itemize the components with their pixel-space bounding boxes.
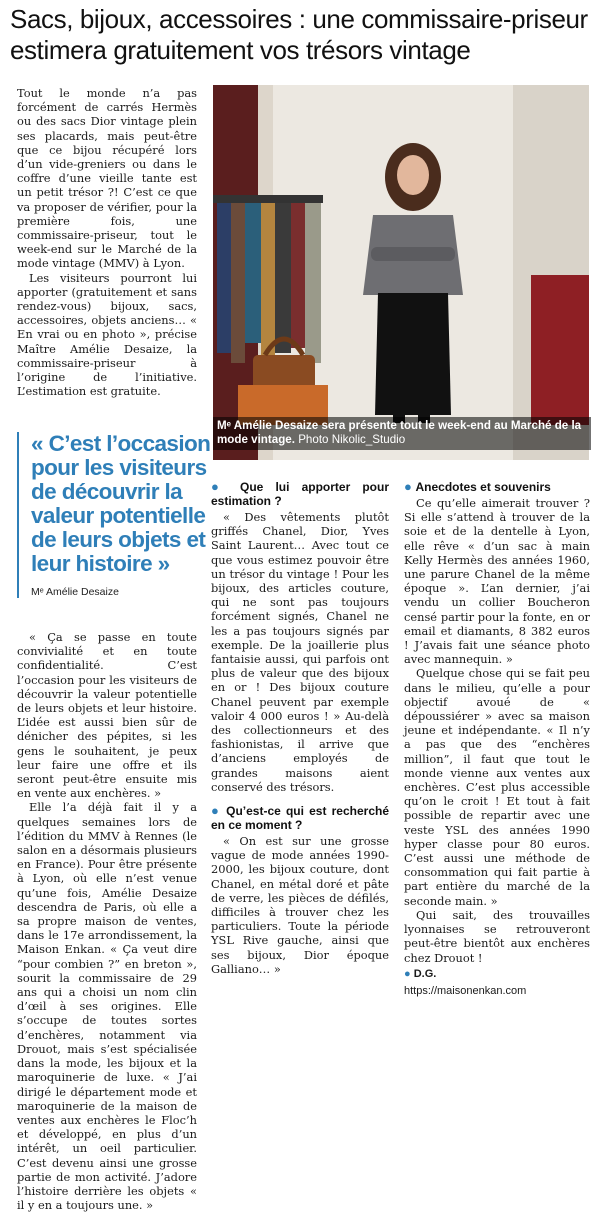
photo-credit: Photo Nikolic_Studio: [298, 433, 406, 446]
body-paragraph: « Ça se passe en toute convivialité et en toute confidentialité. C’est l’occasion pour les visiteurs de découvrir la valeur potentielle de leurs objets et leur histoire. L’idée est aussi bien sûr de dénicher des pépites, si les gens le souhaitent, je peux leur faire une offre et ils seront peut-être ensuite mis en vente aux enchères. »: [17, 630, 197, 801]
body-paragraph: Elle l’a déjà fait il y a quelques semaines lors de l’édition du MMV à Rennes (le salon en a désormais plusieurs en France). Pour être présente à Lyon, où elle n’est venue qu’une fois, Amélie Desaize descendra de Paris, où elle a sa propre maison de ventes, dans le 17e arrondissement, la Maison Enkan. « Ça veut dire “pour combien ?” en breton », sourit la commissaire de 29 ans qui a choisi un nom clin d’œil à ses origines. Elle s’occupe de toutes sortes d’enchères, notamment via Drouot, mais s’est spécialisée dans la mode, les bijoux et la maroquinerie de luxe. « J’ai dirigé le département mode et maroquinerie de la maison de ventes aux enchères le Floc’h et développé, en plus d’un intérêt, un oeil particulier. C’est devenu ainsi une grosse partie de mon activité. J’adore l’histoire derrière les objets « il y en a toujours une. »: [17, 800, 197, 1212]
body-column-3: [404, 470, 590, 998]
intro-column: [17, 86, 197, 398]
photo-caption: [213, 417, 591, 450]
website-link[interactable]: https://maisonenkan.com: [404, 984, 527, 997]
bullet-icon: ●: [211, 803, 227, 819]
bullet-icon: ●: [404, 479, 416, 494]
article-headline: Sacs, bijoux, accessoires : une commissaire-priseur estimera gratuitement vos trésors vintage: [10, 4, 588, 65]
body-paragraph: « On est sur une grosse vague de mode années 1990-2000, les bijoux couture, dont Chanel, en métal doré et pâte de verre, les pièces de défilés, difficiles à trouver chez les particuliers. Toute la période YSL Rive gauche, ainsi que ses bijoux, Dior époque Galliano… »: [211, 834, 389, 976]
portrait-photo: [213, 85, 589, 460]
body-column-1: [17, 630, 197, 1212]
pull-quote-author: Mᵉ Amélie Desaize: [31, 586, 119, 598]
subhead-anecdotes: ● Anecdotes et souvenirs: [404, 479, 551, 494]
bullet-icon: ●: [211, 479, 241, 494]
body-paragraph: Ce qu’elle aimerait trouver ? Si elle s’attend à trouver de la soie et de la dentelle à Lyon, elle rêve « d’un sac à main Kelly Hermès des années 1960, une parure Chanel de la même époque ». L’an dernier, j’ai vendu un collier Boucheron censé partir pour la fonte, en or email et diamants, 8 382 euros ! J’avais fait une séance photo avec mannequin. »: [404, 496, 590, 667]
body-paragraph: Quelque chose qui se fait peu dans le milieu, qu’elle a pour objectif avoué de « dépoussiérer » avec sa maison jeune et indépendante. « Il n’y a pas que des “enchères million”, il faut que tout le monde vienne aux ventes aux enchères. C’est plus accessible qu’on le croit ! Et tout à fait possible de repartir avec une veste YSL des années 1990 hyper classe pour 80 euros. C’est aussi une méthode de consommation qui fait partie à part entière du marché de la seconde main. »: [404, 666, 590, 908]
bullet-icon: ●: [404, 967, 414, 980]
body-column-2: [211, 470, 389, 976]
intro-paragraph-1: Tout le monde n’a pas forcément de carrés Hermès ou des sacs Dior vintage plein ses placards, mais peut-être que ce bijou récupéré lors d’un vide-greniers ou dans le coffre d’une vieille tante est un petit trésor ?! C’est ce que va proposer de vérifier, pour la première fois, une commissaire-priseur, tout le week-end sur le Marché de la mode vintage (MMV) à Lyon.: [17, 86, 197, 271]
body-paragraph: « Des vêtements plutôt griffés Chanel, Dior, Yves Saint Laurent… Avec tout ce que vous estimez pouvoir être un trésor du vintage ! Pour les bijoux, des articles couture, qui ne sont pas toujours forcément signés, Chanel ne les a pas toujours signés par exemple. De la joaillerie plus fantaisie aussi, qui parfois ont plus de valeur que des bijoux en or ! Des bijoux couture Chanel peuvent par exemple valoir 4 000 euros ! » Au-delà des collectionneurs et des fashionistas, il arrive que d’anciens employés de grandes maisons aient conservé des trésors.: [211, 510, 389, 794]
subhead-what-to-bring: ● Que lui apporter pour estimation ?: [211, 479, 390, 508]
portrait-illustration: [213, 85, 589, 460]
subhead-what-is-sought: ● Qu’est-ce qui est recherché en ce moment ?: [211, 803, 389, 833]
pull-quote: [17, 432, 216, 598]
pull-quote-text: « C’est l’occasion pour les visiteurs de découvrir la valeur potentielle de leurs objets et leur histoire »: [31, 431, 211, 576]
body-paragraph: Qui sait, des trouvailles lyonnaises se retrouveront peut-être bientôt aux enchères chez Drouot !: [404, 907, 590, 965]
intro-paragraph-2: Les visiteurs pourront lui apporter (gratuitement et sans rendez-vous) bijoux, sacs, accessoires, objets anciens… « En vrai ou en photo », précise Maître Amélie Desaize, la commissaire-priseur à l’origine de l’initiative. L’estimation est gratuite.: [17, 270, 197, 399]
author-signature: ● D.G.: [404, 967, 437, 980]
caption-text: Mᵉ Amélie Desaize sera présente tout le week-end au Marché de la mode vintage.: [217, 419, 582, 446]
